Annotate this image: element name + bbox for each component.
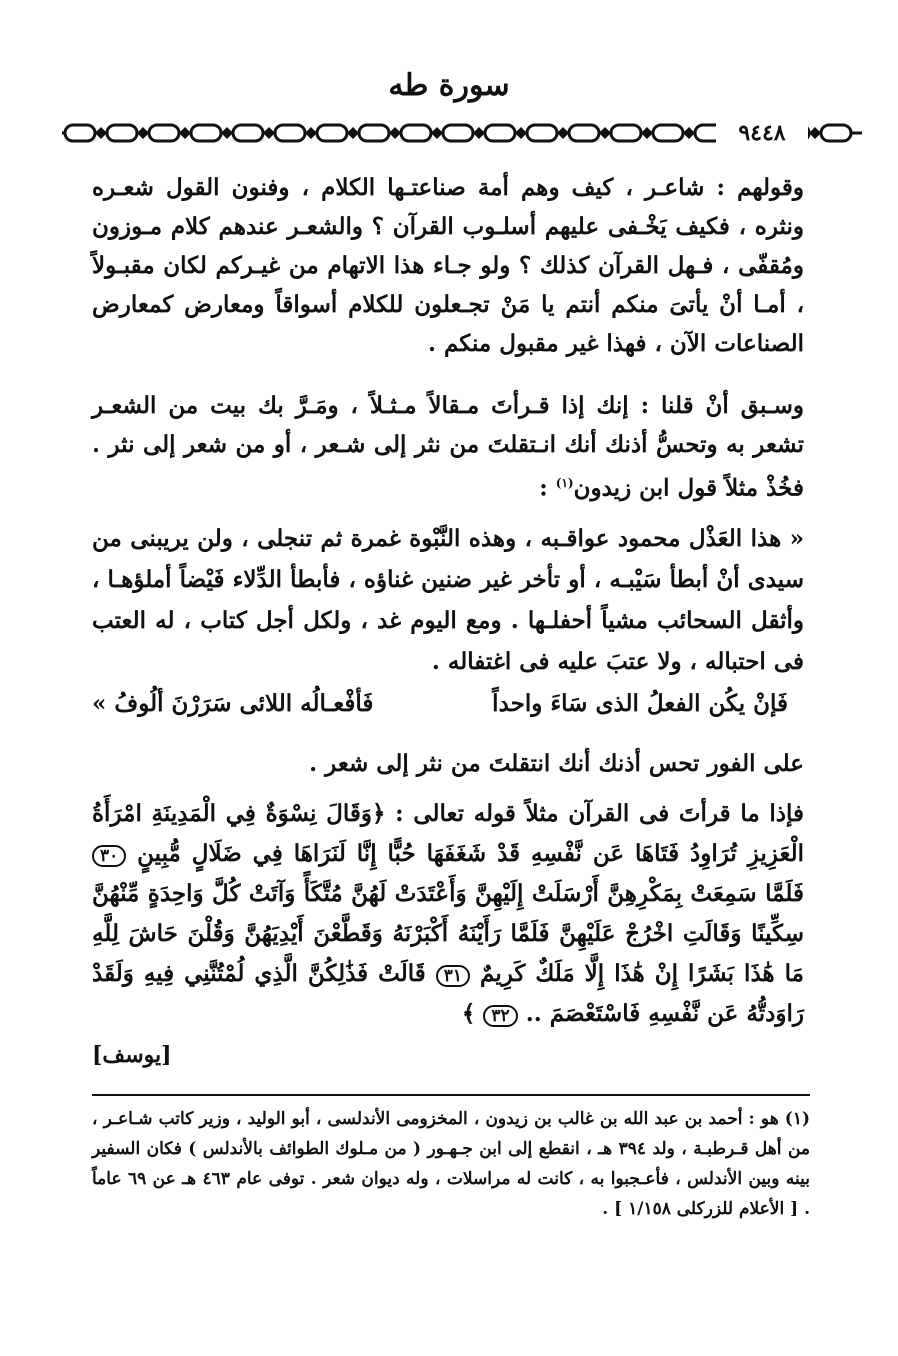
paragraph-5-quran (92, 794, 804, 1034)
verse-number-31: ٣١ (436, 965, 470, 987)
verse-hemistich-first: فَإنْ يكُن الفعلُ الذى سَاءَ واحداً (492, 690, 788, 717)
footnote-reference[interactable]: (١) (555, 476, 574, 490)
ornament-link (401, 125, 431, 141)
paragraph-3-quote (92, 518, 804, 682)
verse-number-30: ٣٠ (92, 845, 126, 867)
ornament-diamond (515, 127, 527, 139)
ornament-diamond (557, 127, 569, 139)
paragraph-2-text: وسـبق أنْ قلنا : إنك إذا قـرأتَ مـقالاً مـثـلاً ، ومَـرَّ بك بيت من الشعـر تشعر به وتحسُّ أذنك أنك انـتقلتَ من نثر إلى شـعر ، أو من شعر إلى نثر . فخُذْ مثلاً قول ابن زيدون (92, 392, 804, 502)
paragraph-2 (92, 386, 804, 508)
ornament-link (275, 125, 305, 141)
ornament-link (107, 125, 137, 141)
ornament-diamond (389, 127, 401, 139)
footnote: (١) هو : أحمد بن عبد الله بن غالب بن زيدون ، المخزومى الأندلسى ، أبو الوليد ، وزير كاتب شـاعـر ، من أهل قـرطبـة ، ولد ٣٩٤ هـ ، انقطع إلى ابن جـهـور ( من مـلوك الطوائف بالأندلس ) فكان السفير بينه وبين الأندلس ، فأعـجبوا به ، كانت له مراسلات ، وله ديوان شعر . توفى عام ٤٦٣ هـ عن ٦٩ عاماً . [ الأعلام للزركلى ١/١٥٨ ] . (92, 1109, 810, 1219)
ornament-link (443, 125, 473, 141)
ornament-diamond (95, 127, 107, 139)
ornament-link (485, 125, 515, 141)
ornament-link (65, 125, 95, 141)
ornament-link (821, 125, 851, 141)
surah-title: سورة طه (388, 68, 510, 103)
page-number: ٩٤٤٨ (716, 120, 808, 146)
ornament-diamond (347, 127, 359, 139)
ornament-diamond (641, 127, 653, 139)
quran-mid-text: فَلَمَّا سَمِعَتْ بِمَكْرِهِنَّ أَرْسَلَتْ إِلَيْهِنَّ وَأَعْتَدَتْ لَهُنَّ مُتَّكَأً وَآتَتْ كُلَّ وَاحِدَةٍ مِّنْهُنَّ سِكِّينًا وَقَالَتِ اخْرُجْ عَلَيْهِنَّ فَلَمَّا رَأَيْنَهُ أَكْبَرْنَهُ وَقَطَّعْنَ أَيْدِيَهُنَّ وَقُلْنَ حَاشَ لِلَّهِ مَا هَٰذَا بَشَرًا إِنْ هَٰذَا إِلَّا مَلَكٌ كَرِيمٌ (92, 880, 804, 987)
ornament-diamond (599, 127, 611, 139)
ornament-diamond (179, 127, 191, 139)
paragraph-2-end: : (539, 474, 556, 502)
quran-end-text: قَالَتْ فَذَٰلِكُنَّ الَّذِي لُمْتُنَّنِي فِيهِ وَلَقَدْ رَاوَدتُّهُ عَن نَّفْسِهِ فَاسْتَعْصَمَ .. (92, 960, 804, 1027)
ornament-diamond (809, 127, 821, 139)
ornament-link (569, 125, 599, 141)
verse-hemistich-second: فَأفْعـالُه اللائى سَرَرْنَ ألُوفُ » (92, 690, 374, 717)
verse-number-32: ٣٢ (483, 1005, 517, 1027)
surah-reference: [يوسف] (92, 1042, 172, 1068)
ornament-diamond (683, 127, 695, 139)
paragraph-1 (92, 168, 804, 363)
paragraph-1-text: وقولهم : شاعـر ، كيف وهم أمة صناعتـها الكلام ، وفنون القول شعـره ونثره ، فكيف يَخْـفى عليهم أسلـوب القرآن ؟ والشعـر عندهم كلام مـوزون ومُقفّى ، فـهل القرآن كذلك ؟ ولو جـاء هذا الاتهام من غيـركم لكان مقبـولاً ، أمـا أنْ يأتىَ منكم أنتم يا مَنْ تجـعلون للكلام أسواقاً ومعارض كمعارض الصناعات الآن ، فهذا غير مقبول منكم . (92, 174, 804, 357)
ornament-diamond (263, 127, 275, 139)
ornament-link (233, 125, 263, 141)
ornament-diamond (431, 127, 443, 139)
ornament-link (359, 125, 389, 141)
paragraph-3-text: « هذا العَذْل محمود عواقـبه ، وهذه النَّبْوة غمرة ثم تنجلى ، ولن يريبنى من سيدى أنْ أبطأ سَيْبـه ، أو تأخر غير ضنين غناؤه ، فأبطأ الدِّلاء فَيْضاً أملؤهـا ، وأثقل السحائب مشياً أحفلـها . ومع اليوم غد ، ولكل أجل كتاب ، له العتب فى احتباله ، ولا عتبَ عليه فى اغتفاله . (92, 525, 804, 675)
ornament-link (191, 125, 221, 141)
paragraph-4-text: على الفور تحس أذنك أنك انتقلتَ من نثر إلى شعر . (309, 750, 804, 777)
ornament-link (149, 125, 179, 141)
ornament-diamond (305, 127, 317, 139)
ornament-link (317, 125, 347, 141)
ornament-link (611, 125, 641, 141)
ornament-diamond (473, 127, 485, 139)
closing-quran-bracket: ﴾ (461, 1000, 476, 1027)
ornament-link (527, 125, 557, 141)
quran-intro-text: فإذا ما قرأتَ فى القرآن مثلاً قوله تعالى : ﴿وَقَالَ نِسْوَةٌ فِي الْمَدِينَةِ امْرَأَةُ الْعَزِيزِ تُرَاوِدُ فَتَاهَا عَن نَّفْسِهِ قَدْ شَغَفَهَا حُبًّا إِنَّا لَنَرَاهَا فِي ضَلَالٍ مُّبِينٍ (92, 800, 804, 867)
ornament-link (653, 125, 683, 141)
paragraph-4 (92, 744, 804, 783)
footnote-divider (92, 1094, 810, 1096)
ornament-diamond (137, 127, 149, 139)
poetry-verse (92, 690, 804, 730)
ornament-diamond (221, 127, 233, 139)
